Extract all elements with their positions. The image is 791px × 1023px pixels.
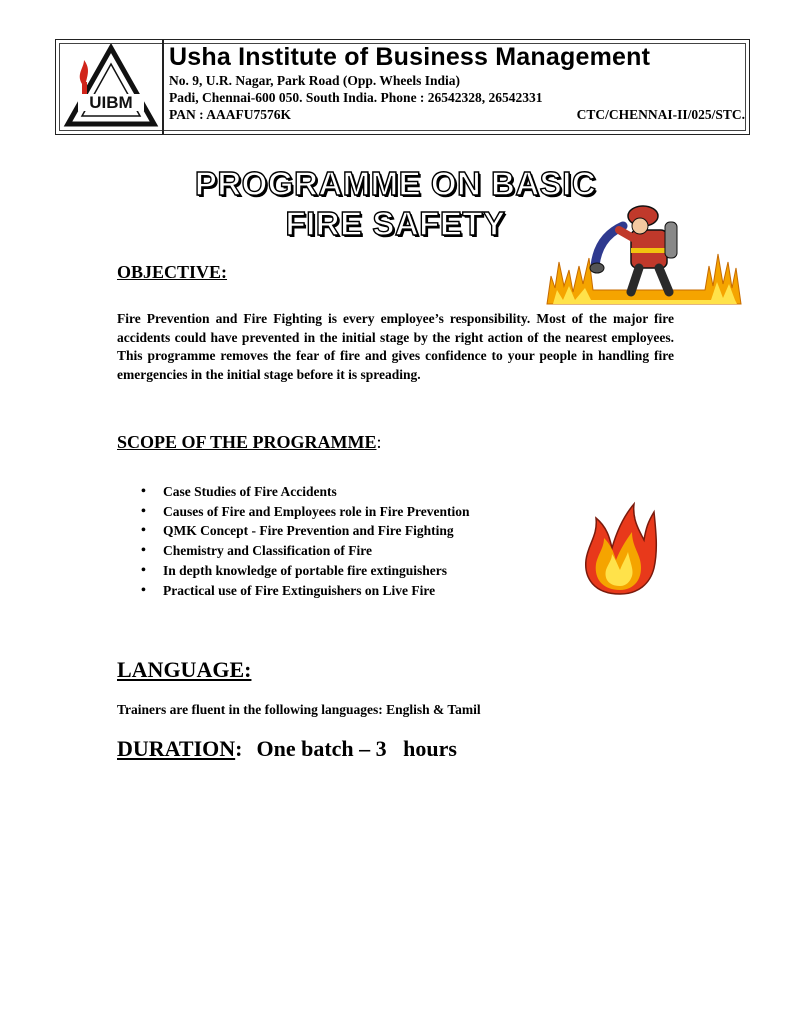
language-heading-text: LANGUAGE: [117,657,252,682]
list-item: • In depth knowledge of portable fire extinguishers [141,561,469,581]
list-item: • QMK Concept - Fire Prevention and Fire Fighting [141,521,469,541]
objective-heading [117,262,227,283]
language-heading [117,657,251,683]
scope-heading-text: SCOPE OF THE PROGRAMME [117,432,377,452]
letterhead-divider [162,40,164,134]
address-line-1: No. 9, U.R. Nagar, Park Road (Opp. Wheels India) [169,73,461,88]
title-line-2: FIRE SAFETY [285,205,506,242]
letterhead-text [169,42,745,123]
uibm-logo-icon [62,44,160,128]
scope-list [141,482,469,600]
list-item: • Practical use of Fire Extinguishers on Live Fire [141,581,469,601]
objective-heading-text: OBJECTIVE: [117,262,228,282]
scope-heading [117,432,382,453]
duration-value: One batch – 3 hours [256,736,457,761]
scope-heading-colon: : [376,432,382,452]
objective-text: Fire Prevention and Fire Fighting is every employee’s responsibility. Most of the major fire accidents could have prevented in the initial stage by the right action of the nearest employees. This programme removes the fear of fire and gives confidence to your people in handling fire emergencies in the initial stage before it is spreading. [117,311,674,382]
list-item: • Chemistry and Classification of Fire [141,541,469,561]
flame-clipart-icon [582,498,658,596]
duration-heading-text: DURATION [117,736,236,761]
firefighter-clipart-icon [545,196,743,308]
duration-heading-colon: : [235,736,243,761]
language-text: Trainers are fluent in the following languages: English & Tamil [117,702,481,717]
letterhead [55,39,750,135]
title-line-1: PROGRAMME ON BASIC [194,165,597,202]
pan-number: PAN : AAAFU7576K [169,107,291,122]
address-line-2: Padi, Chennai-600 050. South India. Phone : 26542328, 26542331 [169,90,543,105]
registration-number: CTC/CHENNAI-II/025/STC. [576,107,745,122]
logo-text: UIBM [89,93,133,112]
pan-row [169,106,745,123]
list-item: • Causes of Fire and Employees role in Fire Prevention [141,502,469,522]
institute-name: Usha Institute of Business Management [169,43,651,71]
list-item: • Case Studies of Fire Accidents [141,482,469,502]
duration-heading [117,736,457,762]
